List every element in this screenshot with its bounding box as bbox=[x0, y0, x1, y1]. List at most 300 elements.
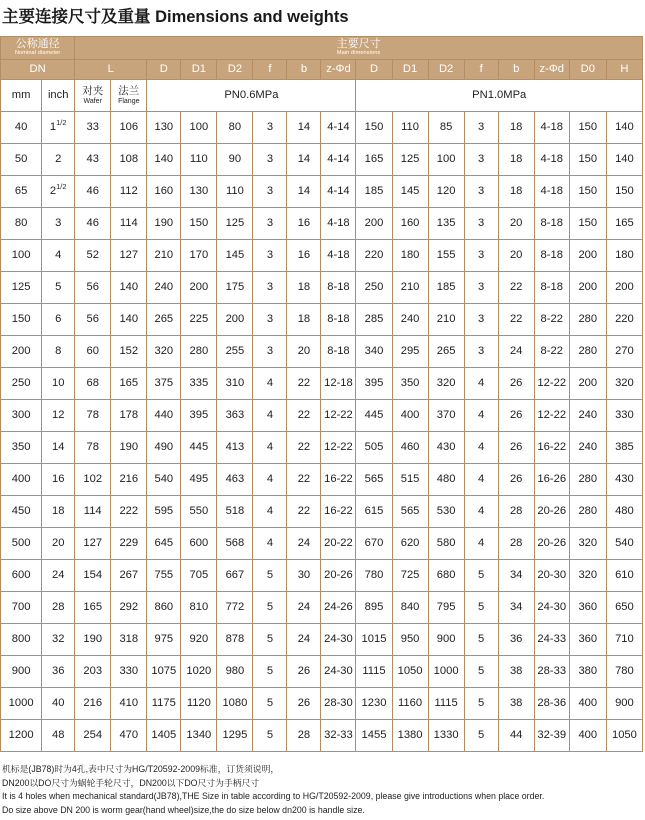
header-pn10-col: H bbox=[606, 60, 642, 80]
cell-pn10: 340 bbox=[356, 336, 392, 368]
header-wafer bbox=[75, 80, 111, 112]
cell-flange: 165 bbox=[111, 368, 147, 400]
cell-pn06: 210 bbox=[147, 240, 181, 272]
cell-wafer: 52 bbox=[75, 240, 111, 272]
cell-pn10: 125 bbox=[392, 144, 428, 176]
cell-pn06: 4-18 bbox=[321, 240, 356, 272]
header-pn10-col: D bbox=[356, 60, 392, 80]
cell-pn06: 14 bbox=[287, 144, 321, 176]
cell-mm: 100 bbox=[1, 240, 42, 272]
cell-pn10: 34 bbox=[498, 592, 534, 624]
cell-pn06: 200 bbox=[181, 272, 217, 304]
cell-wafer: 203 bbox=[75, 656, 111, 688]
header-pn10-col: z-Φd bbox=[534, 60, 569, 80]
cell-flange: 267 bbox=[111, 560, 147, 592]
cell-pn06: 920 bbox=[181, 624, 217, 656]
cell-pn06: 3 bbox=[253, 240, 287, 272]
inch-whole: 14 bbox=[51, 440, 65, 453]
cell-pn06: 375 bbox=[147, 368, 181, 400]
cell-pn10: 280 bbox=[569, 496, 606, 528]
inch-whole: 48 bbox=[51, 728, 65, 741]
cell-pn10: 5 bbox=[464, 560, 498, 592]
table-row bbox=[1, 208, 643, 240]
cell-pn06: 160 bbox=[147, 176, 181, 208]
header-inch: inch bbox=[42, 80, 75, 112]
cell-pn06: 8-18 bbox=[321, 336, 356, 368]
cell-pn10: 3 bbox=[464, 304, 498, 336]
cell-inch bbox=[42, 368, 75, 400]
cell-pn06: 568 bbox=[217, 528, 253, 560]
cell-pn10: 400 bbox=[569, 688, 606, 720]
header-pn06-col: D2 bbox=[217, 60, 253, 80]
cell-flange: 127 bbox=[111, 240, 147, 272]
cell-pn10: 200 bbox=[606, 272, 642, 304]
cell-pn06: 1080 bbox=[217, 688, 253, 720]
cell-pn06: 4 bbox=[253, 400, 287, 432]
cell-pn06: 24-26 bbox=[321, 592, 356, 624]
cell-inch bbox=[42, 144, 75, 176]
cell-wafer: 78 bbox=[75, 432, 111, 464]
cell-pn10: 4 bbox=[464, 464, 498, 496]
header-pn06-col: z-Φd bbox=[321, 60, 356, 80]
cell-pn06: 18 bbox=[287, 304, 321, 336]
cell-flange: 216 bbox=[111, 464, 147, 496]
cell-pn06: 100 bbox=[181, 112, 217, 144]
header-flange bbox=[111, 80, 147, 112]
cell-pn10: 4-18 bbox=[534, 176, 569, 208]
cell-pn06: 320 bbox=[147, 336, 181, 368]
cell-pn06: 595 bbox=[147, 496, 181, 528]
cell-pn06: 90 bbox=[217, 144, 253, 176]
cell-flange: 330 bbox=[111, 656, 147, 688]
cell-pn06: 310 bbox=[217, 368, 253, 400]
cell-mm: 300 bbox=[1, 400, 42, 432]
cell-pn06: 110 bbox=[181, 144, 217, 176]
cell-pn10: 240 bbox=[569, 432, 606, 464]
cell-pn10: 145 bbox=[392, 176, 428, 208]
cell-pn10: 200 bbox=[569, 272, 606, 304]
cell-pn06: 16-22 bbox=[321, 464, 356, 496]
cell-pn10: 200 bbox=[569, 240, 606, 272]
header-flange-zh: 法兰 bbox=[118, 85, 140, 98]
cell-wafer: 56 bbox=[75, 304, 111, 336]
cell-pn10: 28 bbox=[498, 496, 534, 528]
cell-pn10: 1050 bbox=[392, 656, 428, 688]
cell-pn06: 810 bbox=[181, 592, 217, 624]
cell-pn10: 220 bbox=[356, 240, 392, 272]
cell-pn10: 150 bbox=[569, 144, 606, 176]
cell-pn06: 24-30 bbox=[321, 624, 356, 656]
cell-pn10: 840 bbox=[392, 592, 428, 624]
cell-mm: 900 bbox=[1, 656, 42, 688]
table-row bbox=[1, 432, 643, 464]
cell-mm: 450 bbox=[1, 496, 42, 528]
cell-pn06: 22 bbox=[287, 400, 321, 432]
cell-pn10: 1160 bbox=[392, 688, 428, 720]
cell-pn06: 30 bbox=[287, 560, 321, 592]
cell-mm: 50 bbox=[1, 144, 42, 176]
cell-pn06: 145 bbox=[217, 240, 253, 272]
cell-wafer: 154 bbox=[75, 560, 111, 592]
cell-pn10: 1115 bbox=[356, 656, 392, 688]
cell-wafer: 78 bbox=[75, 400, 111, 432]
cell-pn10: 34 bbox=[498, 560, 534, 592]
cell-pn10: 515 bbox=[392, 464, 428, 496]
cell-inch bbox=[42, 592, 75, 624]
table-row bbox=[1, 560, 643, 592]
cell-pn10: 12-22 bbox=[534, 368, 569, 400]
cell-pn06: 4 bbox=[253, 496, 287, 528]
cell-pn10: 680 bbox=[428, 560, 464, 592]
cell-flange: 470 bbox=[111, 720, 147, 752]
cell-pn06: 550 bbox=[181, 496, 217, 528]
header-pn06-col: D1 bbox=[181, 60, 217, 80]
cell-flange: 410 bbox=[111, 688, 147, 720]
header-nominal-en: Nominal diameter bbox=[14, 50, 61, 57]
cell-pn10: 1330 bbox=[428, 720, 464, 752]
cell-pn06: 22 bbox=[287, 496, 321, 528]
inch-whole: 40 bbox=[51, 696, 65, 709]
cell-flange: 190 bbox=[111, 432, 147, 464]
cell-pn10: 900 bbox=[428, 624, 464, 656]
cell-pn10: 430 bbox=[428, 432, 464, 464]
cell-flange: 152 bbox=[111, 336, 147, 368]
cell-pn10: 150 bbox=[569, 176, 606, 208]
cell-pn06: 772 bbox=[217, 592, 253, 624]
table-row bbox=[1, 272, 643, 304]
header-pn10: PN1.0MPa bbox=[356, 80, 643, 112]
cell-pn10: 150 bbox=[606, 176, 642, 208]
cell-pn10: 20-30 bbox=[534, 560, 569, 592]
header-dn: DN bbox=[1, 60, 75, 80]
cell-pn10: 165 bbox=[606, 208, 642, 240]
cell-pn10: 8-22 bbox=[534, 304, 569, 336]
cell-pn06: 645 bbox=[147, 528, 181, 560]
cell-pn06: 8-18 bbox=[321, 304, 356, 336]
cell-pn10: 895 bbox=[356, 592, 392, 624]
cell-pn10: 24-33 bbox=[534, 624, 569, 656]
page-title: 主要连接尺寸及重量 Dimensions and weights bbox=[2, 8, 349, 26]
cell-pn10: 780 bbox=[356, 560, 392, 592]
cell-pn10: 22 bbox=[498, 304, 534, 336]
inch-whole: 36 bbox=[51, 664, 65, 677]
table-body bbox=[1, 112, 643, 752]
cell-pn06: 518 bbox=[217, 496, 253, 528]
table-row bbox=[1, 368, 643, 400]
cell-pn10: 210 bbox=[392, 272, 428, 304]
cell-pn10: 28-33 bbox=[534, 656, 569, 688]
cell-pn06: 125 bbox=[217, 208, 253, 240]
cell-mm: 400 bbox=[1, 464, 42, 496]
cell-pn06: 28-30 bbox=[321, 688, 356, 720]
cell-pn06: 175 bbox=[217, 272, 253, 304]
cell-pn10: 26 bbox=[498, 400, 534, 432]
cell-pn10: 26 bbox=[498, 368, 534, 400]
table-row bbox=[1, 496, 643, 528]
cell-pn10: 320 bbox=[428, 368, 464, 400]
cell-pn10: 8-22 bbox=[534, 336, 569, 368]
cell-pn10: 1000 bbox=[428, 656, 464, 688]
cell-inch bbox=[42, 176, 75, 208]
cell-wafer: 254 bbox=[75, 720, 111, 752]
cell-pn06: 395 bbox=[181, 400, 217, 432]
header-pn06-col: f bbox=[253, 60, 287, 80]
inch-whole: 20 bbox=[51, 536, 65, 549]
cell-pn10: 18 bbox=[498, 144, 534, 176]
cell-pn06: 3 bbox=[253, 336, 287, 368]
cell-pn10: 620 bbox=[392, 528, 428, 560]
cell-pn06: 440 bbox=[147, 400, 181, 432]
cell-pn10: 330 bbox=[606, 400, 642, 432]
cell-pn10: 20 bbox=[498, 240, 534, 272]
cell-pn06: 4-14 bbox=[321, 112, 356, 144]
table-row bbox=[1, 336, 643, 368]
cell-pn06: 3 bbox=[253, 272, 287, 304]
cell-wafer: 216 bbox=[75, 688, 111, 720]
cell-pn10: 140 bbox=[606, 144, 642, 176]
cell-pn06: 200 bbox=[217, 304, 253, 336]
cell-mm: 600 bbox=[1, 560, 42, 592]
cell-pn06: 20-26 bbox=[321, 560, 356, 592]
cell-wafer: 127 bbox=[75, 528, 111, 560]
cell-flange: 222 bbox=[111, 496, 147, 528]
table-row bbox=[1, 240, 643, 272]
cell-pn10: 160 bbox=[392, 208, 428, 240]
cell-pn10: 615 bbox=[356, 496, 392, 528]
cell-pn06: 3 bbox=[253, 304, 287, 336]
header-main-zh: 主要尺寸 bbox=[336, 38, 381, 51]
cell-pn10: 610 bbox=[606, 560, 642, 592]
table-row bbox=[1, 176, 643, 208]
table-row bbox=[1, 144, 643, 176]
cell-pn10: 350 bbox=[392, 368, 428, 400]
cell-pn10: 3 bbox=[464, 240, 498, 272]
cell-inch bbox=[42, 464, 75, 496]
cell-pn06: 1120 bbox=[181, 688, 217, 720]
cell-pn06: 22 bbox=[287, 464, 321, 496]
inch-whole: 28 bbox=[51, 600, 65, 613]
cell-pn06: 12-18 bbox=[321, 368, 356, 400]
cell-mm: 150 bbox=[1, 304, 42, 336]
cell-mm: 800 bbox=[1, 624, 42, 656]
cell-pn06: 150 bbox=[181, 208, 217, 240]
cell-mm: 125 bbox=[1, 272, 42, 304]
inch-whole: 6 bbox=[55, 312, 62, 325]
cell-flange: 292 bbox=[111, 592, 147, 624]
cell-pn10: 320 bbox=[606, 368, 642, 400]
cell-mm: 80 bbox=[1, 208, 42, 240]
cell-pn10: 480 bbox=[606, 496, 642, 528]
cell-wafer: 102 bbox=[75, 464, 111, 496]
table-row bbox=[1, 720, 643, 752]
header-mm: mm bbox=[1, 80, 42, 112]
cell-pn10: 4 bbox=[464, 400, 498, 432]
cell-pn10: 5 bbox=[464, 592, 498, 624]
cell-pn10: 200 bbox=[356, 208, 392, 240]
cell-pn06: 540 bbox=[147, 464, 181, 496]
cell-pn10: 580 bbox=[428, 528, 464, 560]
cell-mm: 250 bbox=[1, 368, 42, 400]
footnotes bbox=[2, 763, 645, 818]
cell-inch bbox=[42, 304, 75, 336]
inch-whole: 18 bbox=[51, 504, 65, 517]
cell-pn06: 20-22 bbox=[321, 528, 356, 560]
cell-pn06: 335 bbox=[181, 368, 217, 400]
inch-whole: 10 bbox=[51, 376, 65, 389]
cell-flange: 108 bbox=[111, 144, 147, 176]
cell-pn10: 135 bbox=[428, 208, 464, 240]
inch-whole: 24 bbox=[51, 568, 65, 581]
header-pn10-col: b bbox=[498, 60, 534, 80]
cell-pn06: 3 bbox=[253, 112, 287, 144]
cell-pn06: 5 bbox=[253, 560, 287, 592]
cell-pn10: 180 bbox=[392, 240, 428, 272]
cell-pn06: 280 bbox=[181, 336, 217, 368]
cell-pn10: 22 bbox=[498, 272, 534, 304]
cell-inch bbox=[42, 112, 75, 144]
table-row bbox=[1, 464, 643, 496]
cell-inch bbox=[42, 624, 75, 656]
cell-pn10: 44 bbox=[498, 720, 534, 752]
cell-pn06: 130 bbox=[181, 176, 217, 208]
table-row bbox=[1, 592, 643, 624]
cell-pn06: 3 bbox=[253, 208, 287, 240]
cell-pn10: 28 bbox=[498, 528, 534, 560]
cell-pn06: 4-14 bbox=[321, 176, 356, 208]
cell-pn06: 26 bbox=[287, 656, 321, 688]
cell-inch bbox=[42, 432, 75, 464]
cell-pn06: 24 bbox=[287, 624, 321, 656]
cell-flange: 114 bbox=[111, 208, 147, 240]
cell-pn10: 1230 bbox=[356, 688, 392, 720]
cell-pn10: 4 bbox=[464, 368, 498, 400]
cell-mm: 1000 bbox=[1, 688, 42, 720]
cell-pn10: 295 bbox=[392, 336, 428, 368]
cell-inch bbox=[42, 272, 75, 304]
cell-pn06: 4 bbox=[253, 464, 287, 496]
cell-wafer: 114 bbox=[75, 496, 111, 528]
cell-pn06: 4 bbox=[253, 432, 287, 464]
cell-wafer: 46 bbox=[75, 208, 111, 240]
cell-pn10: 20-26 bbox=[534, 528, 569, 560]
cell-pn06: 4-14 bbox=[321, 144, 356, 176]
cell-pn10: 85 bbox=[428, 112, 464, 144]
cell-pn10: 280 bbox=[569, 336, 606, 368]
cell-flange: 229 bbox=[111, 528, 147, 560]
cell-pn06: 24 bbox=[287, 592, 321, 624]
header-main-dimensions bbox=[75, 37, 643, 60]
cell-pn06: 265 bbox=[147, 304, 181, 336]
header-pn10-col: f bbox=[464, 60, 498, 80]
cell-pn06: 12-22 bbox=[321, 400, 356, 432]
cell-pn06: 22 bbox=[287, 368, 321, 400]
cell-pn06: 26 bbox=[287, 688, 321, 720]
cell-pn10: 670 bbox=[356, 528, 392, 560]
cell-pn10: 795 bbox=[428, 592, 464, 624]
cell-pn10: 150 bbox=[569, 112, 606, 144]
cell-pn10: 3 bbox=[464, 112, 498, 144]
cell-pn06: 12-22 bbox=[321, 432, 356, 464]
cell-pn10: 4 bbox=[464, 528, 498, 560]
cell-pn10: 36 bbox=[498, 624, 534, 656]
dimensions-table bbox=[0, 36, 643, 752]
cell-flange: 140 bbox=[111, 304, 147, 336]
cell-pn06: 667 bbox=[217, 560, 253, 592]
cell-pn06: 413 bbox=[217, 432, 253, 464]
cell-pn10: 460 bbox=[392, 432, 428, 464]
inch-whole: 32 bbox=[51, 632, 65, 645]
cell-pn10: 16-22 bbox=[534, 432, 569, 464]
header-nominal-zh: 公称通径 bbox=[15, 38, 60, 51]
cell-wafer: 56 bbox=[75, 272, 111, 304]
cell-pn10: 28-36 bbox=[534, 688, 569, 720]
cell-pn06: 255 bbox=[217, 336, 253, 368]
cell-pn06: 5 bbox=[253, 688, 287, 720]
cell-pn06: 445 bbox=[181, 432, 217, 464]
cell-pn10: 210 bbox=[428, 304, 464, 336]
cell-pn10: 950 bbox=[392, 624, 428, 656]
header-pn06-col: b bbox=[287, 60, 321, 80]
cell-pn06: 1405 bbox=[147, 720, 181, 752]
header-pn06: PN0.6MPa bbox=[147, 80, 356, 112]
table-row bbox=[1, 656, 643, 688]
cell-pn06: 110 bbox=[217, 176, 253, 208]
cell-pn10: 480 bbox=[428, 464, 464, 496]
cell-pn10: 3 bbox=[464, 336, 498, 368]
cell-pn10: 185 bbox=[428, 272, 464, 304]
cell-pn10: 1115 bbox=[428, 688, 464, 720]
footnote-line: It is 4 holes when mechanical standard(JB78),THE Size in table according to HG/T20592-2009, please give introductions when place order. bbox=[2, 791, 545, 802]
inch-whole: 8 bbox=[55, 344, 62, 357]
cell-wafer: 60 bbox=[75, 336, 111, 368]
cell-pn10: 8-18 bbox=[534, 272, 569, 304]
cell-pn10: 3 bbox=[464, 272, 498, 304]
cell-pn06: 4-18 bbox=[321, 208, 356, 240]
cell-inch bbox=[42, 240, 75, 272]
inch-whole: 2 bbox=[49, 184, 57, 197]
cell-flange: 140 bbox=[111, 272, 147, 304]
cell-pn10: 395 bbox=[356, 368, 392, 400]
cell-pn10: 185 bbox=[356, 176, 392, 208]
cell-pn10: 565 bbox=[356, 464, 392, 496]
inch-whole: 16 bbox=[51, 472, 65, 485]
cell-pn10: 540 bbox=[606, 528, 642, 560]
cell-flange: 318 bbox=[111, 624, 147, 656]
cell-pn10: 240 bbox=[569, 400, 606, 432]
cell-pn06: 16 bbox=[287, 240, 321, 272]
cell-mm: 1200 bbox=[1, 720, 42, 752]
cell-pn10: 4-18 bbox=[534, 112, 569, 144]
header-pn10-col: D1 bbox=[392, 60, 428, 80]
inch-whole: 3 bbox=[55, 216, 62, 229]
cell-pn06: 463 bbox=[217, 464, 253, 496]
cell-pn06: 860 bbox=[147, 592, 181, 624]
cell-pn06: 363 bbox=[217, 400, 253, 432]
cell-pn06: 980 bbox=[217, 656, 253, 688]
cell-pn06: 495 bbox=[181, 464, 217, 496]
cell-pn06: 975 bbox=[147, 624, 181, 656]
cell-pn10: 1380 bbox=[392, 720, 428, 752]
cell-pn06: 4 bbox=[253, 368, 287, 400]
cell-pn06: 4 bbox=[253, 528, 287, 560]
cell-pn10: 110 bbox=[392, 112, 428, 144]
cell-pn06: 3 bbox=[253, 144, 287, 176]
inch-fraction: 1/2 bbox=[56, 181, 67, 191]
cell-pn10: 1455 bbox=[356, 720, 392, 752]
cell-inch bbox=[42, 208, 75, 240]
cell-pn06: 20 bbox=[287, 336, 321, 368]
header-pn10-col: D2 bbox=[428, 60, 464, 80]
